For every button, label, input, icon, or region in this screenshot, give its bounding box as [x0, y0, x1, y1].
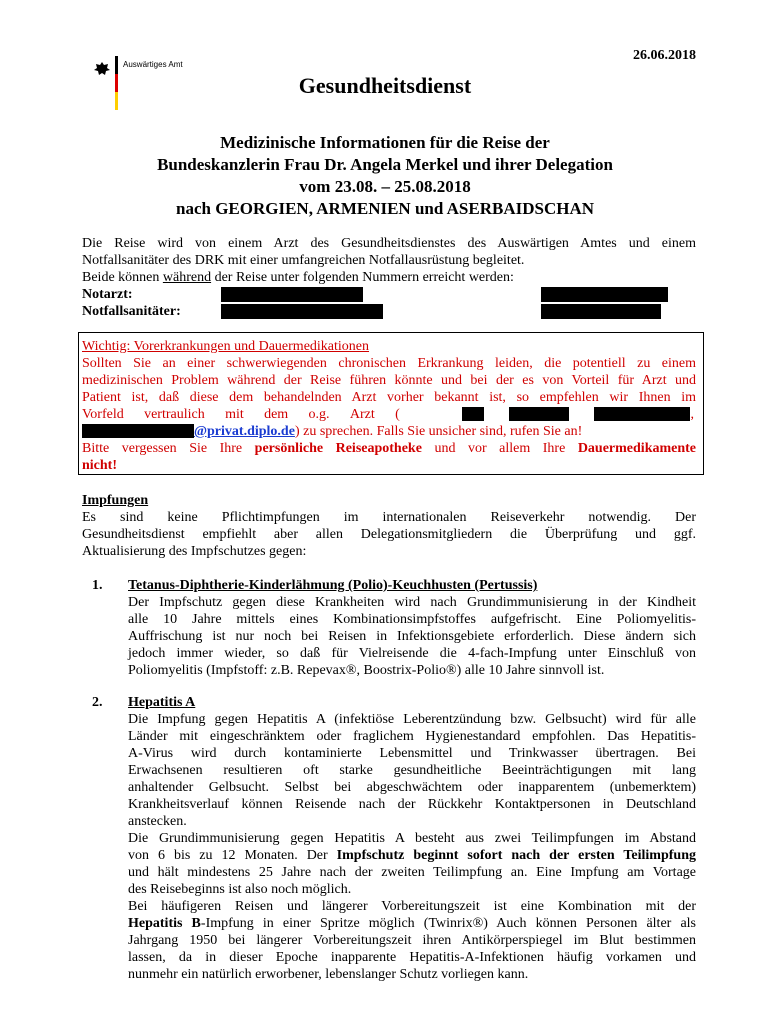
item-text: -Impfung in einer Spritze möglich (Twinrix®) Auch können Personen älter als — [200, 916, 696, 931]
intro-line: Notfallsanitäter des DRK mit einer umfangreichen Notfallausrüstung begleitet. — [82, 253, 525, 268]
impfungen-line: Gesundheitsdienst empfiehlt aber allen Delegationsmitgliedern die Überprüfung und ggf. — [82, 527, 696, 542]
item-line: Krankheitsverlauf können Reisende nach der Rückkehr Kontaktpersonen in Deutschland — [128, 797, 696, 812]
redacted-phone-notarzt-2 — [541, 287, 668, 302]
intro-line — [82, 269, 696, 286]
notice-bold: Dauermedikamente — [577, 441, 697, 456]
redacted-phone-notfall-2 — [541, 304, 661, 319]
notice-word: dem — [264, 407, 289, 422]
intro-text: Beide können — [82, 270, 163, 285]
intro-line: Die Reise wird von einem Arzt des Gesundheitsdienstes des Auswärtigen Amtes und einem — [82, 236, 696, 251]
item-line: Poliomyelitis (Impfstoff: z.B. Repevax®, Boostrix-Polio®) alle 10 Jahre sinnvoll ist. — [128, 663, 605, 678]
notice-line: nicht! — [82, 458, 117, 473]
notfallsanitaeter-label: Notfallsanitäter: — [82, 304, 181, 319]
notice-word: o.g. — [308, 407, 330, 422]
notice-word: ( — [395, 407, 400, 422]
notice-text: ) zu sprechen. Falls Sie unsicher sind, rufen Sie an! — [294, 424, 583, 439]
item-line: A-Virus wird durch kontaminierte Lebensmittel und Trinkwasser übertragen. Bei — [128, 746, 696, 761]
subtitle-block — [0, 132, 770, 220]
subtitle-line: vom 23.08. – 25.08.2018 — [299, 177, 471, 196]
item-line: jedoch immer wieder, so daß für Vielreisende die 4-fach-Impfung unter Einschluß von — [128, 646, 696, 661]
redacted-email-user — [82, 424, 194, 438]
notice-word: Vorfeld — [82, 407, 124, 422]
item-line: alle 10 Jahre mittels eines Kombinationsimpfstoffes aufgefrischt. Eine Poliomyelitis- — [128, 612, 696, 627]
item-line: und hält mindestens 25 Jahre nach der zweiten Teilimpfung an. Eine Impfung am Vortage — [128, 865, 696, 880]
item-line: lassen, da in dieser Epoche inapparente Hepatitis-A-Infektionen häufig vorkamen und — [128, 950, 696, 965]
item-title-text: Hepatitis A — [128, 695, 196, 710]
item-line: des Reisebeginns ist also noch möglich. — [128, 882, 352, 897]
item-line: Die Impfung gegen Hepatitis A (infektiöse Leberentzündung bzw. Gelbsucht) wird für alle — [128, 712, 696, 727]
item-bold: Hepatitis B — [128, 916, 201, 931]
notice-bold: persönliche Reiseapotheke — [254, 441, 422, 456]
notice-heading-text: Wichtig: Vorerkrankungen und Dauermedikationen — [82, 339, 370, 354]
document-date: 26.06.2018 — [633, 48, 696, 63]
item-line: Jahrgang 1950 bei längerer Vorbereitungszeit ihren Antikörperspiegel im Blut bestimmen — [128, 933, 696, 948]
item-line — [128, 847, 696, 864]
item-line: Bei häufigeren Reisen und längerer Vorbereitungszeit ist eine Kombination mit der — [128, 899, 696, 914]
redacted-name-3 — [594, 407, 690, 421]
impfungen-heading-text: Impfungen — [82, 493, 149, 508]
subtitle-line: Bundeskanzlerin Frau Dr. Angela Merkel und ihrer Delegation — [157, 155, 613, 174]
item-line — [128, 915, 696, 932]
item-line: Auffrischung ist nur noch bei Reisen in Infektionsgebiete erforderlich. Diese ändern sich — [128, 629, 696, 644]
redacted-name-2 — [509, 407, 569, 421]
subtitle-line: Medizinische Informationen für die Reise der — [220, 133, 550, 152]
item-line: Länder mit eingeschränktem oder fraglichem Hygienestandard empfohlen. Das Hepatitis- — [128, 729, 696, 744]
redacted-name-1 — [462, 407, 484, 421]
item-title-text: Tetanus-Diphtherie-Kinderlähmung (Polio)-Keuchhusten (Pertussis) — [128, 578, 538, 593]
notice-line: Sollten Sie an einer schwerwiegenden chronischen Erkrankung leiden, die potentiell zu einem — [82, 356, 696, 371]
intro-text: der Reise unter folgenden Nummern erreicht werden: — [211, 270, 514, 285]
item-title — [128, 577, 696, 594]
item-line: Die Grundimmunisierung gegen Hepatitis A besteht aus zwei Teilimpfungen im Abstand — [128, 831, 696, 846]
logo-text: Auswärtiges Amt — [123, 60, 183, 69]
item-line: Erwachsenen resultieren oft starke gesundheitliche Beeinträchtigungen mit lang — [128, 763, 696, 778]
item-number: 2. — [92, 695, 103, 710]
notice-text: Bitte vergessen Sie Ihre — [82, 441, 255, 456]
notice-heading — [82, 338, 696, 355]
notice-word: , — [690, 407, 694, 422]
email-link[interactable]: @privat.diplo.de — [194, 424, 295, 439]
flag-bar-black — [115, 56, 118, 74]
impfungen-line: Es sind keine Pflichtimpfungen im internationalen Reiseverkehr notwendig. Der — [82, 510, 696, 525]
subtitle-line: nach GEORGIEN, ARMENIEN und ASERBAIDSCHAN — [175, 199, 595, 218]
item-line: nunmehr ein natürlich erworbener, lebenslanger Schutz vorliegen kann. — [128, 967, 529, 982]
notice-word: mit — [225, 407, 244, 422]
item-bold: Impfschutz beginnt sofort nach der ersten Teilimpfung — [336, 848, 696, 863]
redacted-phone-notfall-1 — [221, 304, 383, 319]
intro-underlined-word: während — [162, 270, 212, 285]
notice-text: und vor allem Ihre — [421, 441, 578, 456]
notice-line — [82, 440, 696, 457]
notice-line: Patient ist, daß diese dem behandelnden Arzt vorher bekannt ist, so empfehlen wir Ihnen im — [82, 390, 696, 405]
impfungen-line: Aktualisierung des Impfschutzes gegen: — [82, 544, 307, 559]
notice-word: Arzt — [349, 407, 375, 422]
impfungen-heading — [82, 492, 696, 509]
item-title — [128, 694, 696, 711]
notarzt-label: Notarzt: — [82, 287, 133, 302]
notice-line — [194, 423, 694, 440]
item-line: Der Impfschutz gegen diese Krankheiten wird nach Grundimmunisierung in der Kindheit — [128, 595, 696, 610]
page-title: Gesundheitsdienst — [298, 73, 472, 98]
item-line: anhaltender Gelbsucht. Selbst bei abgeschwächtem oder inapparentem (unbemerktem) — [128, 780, 696, 795]
item-text: von 6 bis zu 12 Monaten. Der — [128, 848, 337, 863]
notice-line: medizinischen Problem während der Reise führen könnte und bei der es von Vorteil für Arzt und — [82, 373, 696, 388]
item-number: 1. — [92, 578, 103, 593]
item-line: anstecken. — [128, 814, 187, 829]
notice-word: vertraulich — [144, 407, 205, 422]
redacted-phone-notarzt-1 — [221, 287, 363, 302]
